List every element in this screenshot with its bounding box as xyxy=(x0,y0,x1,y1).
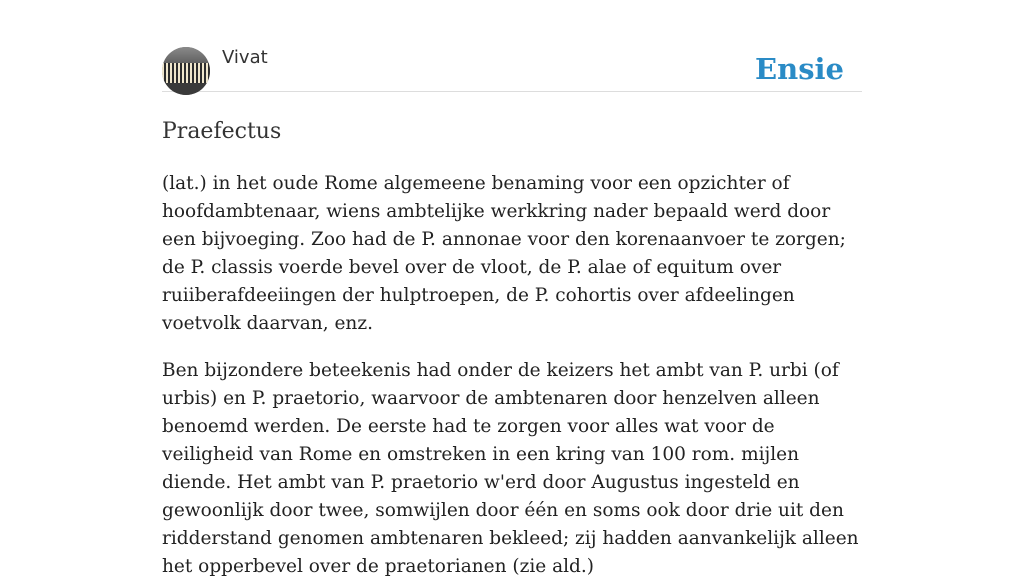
avatar-shelf-bottom xyxy=(162,83,210,95)
header xyxy=(162,0,862,92)
author-name[interactable]: Vivat xyxy=(222,47,268,68)
article-paragraph-2: Ben bijzondere beteekenis had onder de keizers het ambt van P. urbi (of urbis) en P. praetorio, waarvoor de ambtenaren door henzelven alleen benoemd werden. De eerste had te zorgen voor alles wat voor de veiligheid van Rome en omstreken in een kring van 100 rom. mijlen diende. Het ambt van P. praetorio w'erd door Augustus ingesteld en gewoonlijk door twee, somwijlen door één en soms ook door drie uit den ridderstand genomen ambtenaren bekleed; zij hadden aanvankelijk alleen het opperbevel over de praetorianen (zie ald.) xyxy=(162,360,859,577)
page-container xyxy=(162,0,862,581)
article-paragraph-1: (lat.) in het oude Rome algemeene benaming voor een opzichter of hoofdambtenaar, wiens ambtelijke werkkring nader bepaald werd door een bijvoeging. Zoo had de P. annonae voor den korenaanvoer te zorgen; de P. classis voerde bevel over de vloot, de P. alae of equitum over ruiiberafdeeiingen der hulptroepen, de P. cohortis over afdeelingen voetvolk daarvan, enz. xyxy=(162,173,846,334)
bookshelf-avatar-icon xyxy=(162,63,210,83)
avatar[interactable] xyxy=(162,47,210,95)
ensie-logo[interactable]: Ensie xyxy=(755,52,844,86)
page-title: Praefectus xyxy=(162,119,282,144)
